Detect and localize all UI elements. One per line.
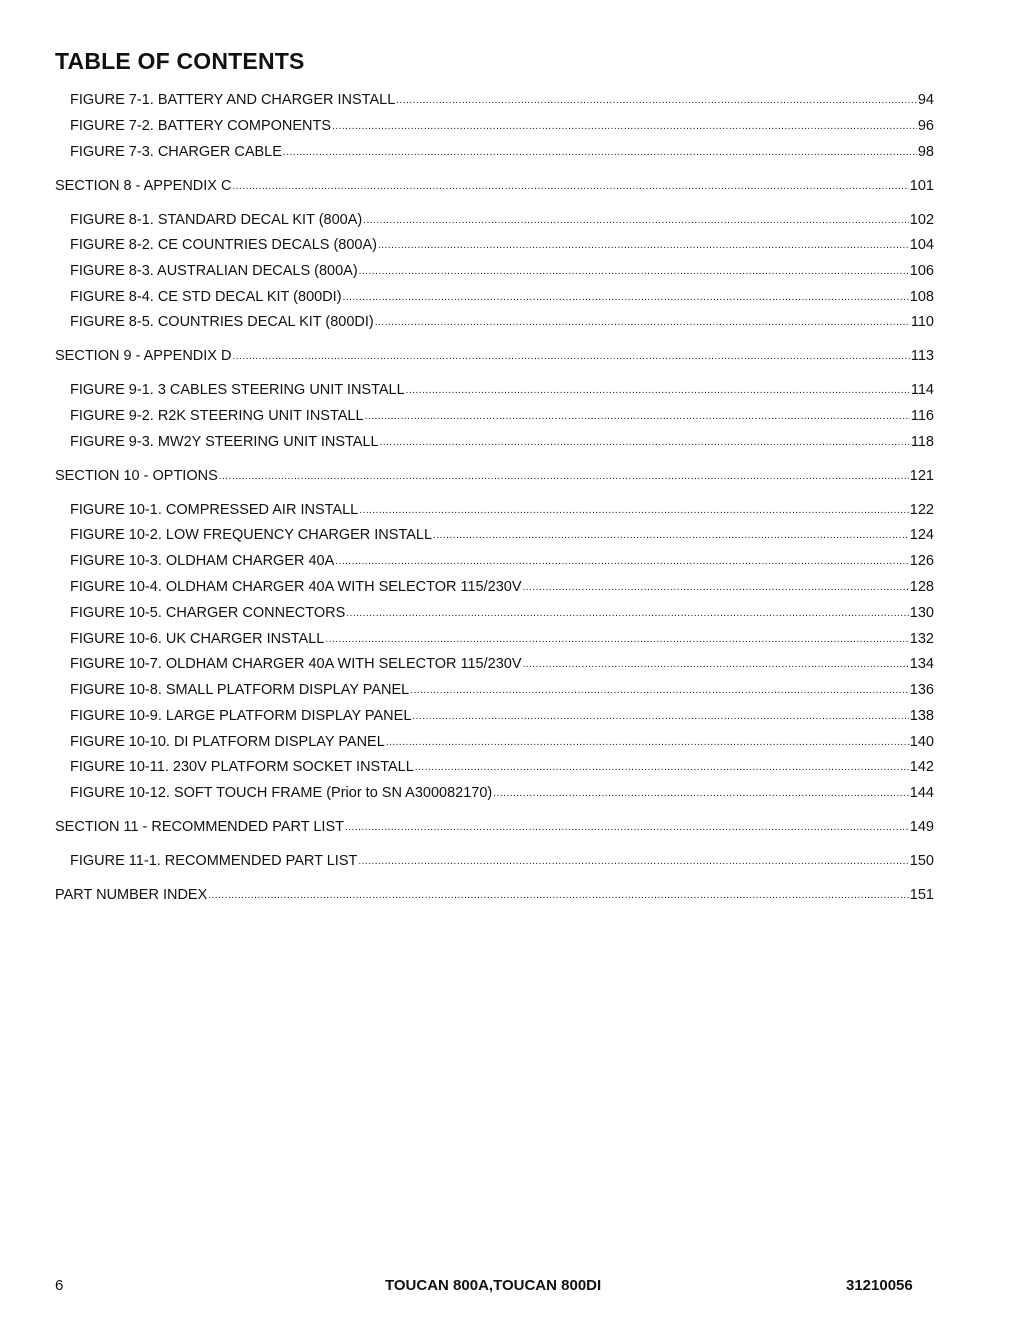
toc-entry-label: FIGURE 7-1. BATTERY AND CHARGER INSTALL	[70, 92, 396, 108]
toc-dot-leader	[410, 680, 909, 700]
toc-entry-page: 118	[910, 434, 934, 450]
toc-entry-page: 132	[909, 631, 934, 647]
toc-entry[interactable]	[70, 733, 934, 751]
toc-entry-page: 144	[909, 785, 934, 801]
toc-entry-label: FIGURE 10-3. OLDHAM CHARGER 40A	[70, 553, 335, 569]
page-title: TABLE OF CONTENTS	[55, 48, 305, 74]
toc-dot-leader	[345, 817, 909, 837]
toc-entry[interactable]	[70, 407, 934, 425]
toc-entry[interactable]	[70, 433, 934, 451]
toc-entry-page: 98	[917, 144, 934, 160]
toc-entry-page: 116	[910, 408, 934, 424]
toc-entry-label: FIGURE 8-3. AUSTRALIAN DECALS (800A)	[70, 263, 358, 279]
toc-entry-label: FIGURE 10-6. UK CHARGER INSTALL	[70, 631, 325, 647]
toc-entry[interactable]	[70, 852, 934, 870]
toc-dot-leader	[406, 380, 910, 400]
toc-entry-page: 101	[909, 178, 934, 194]
toc-dot-leader	[433, 525, 909, 545]
toc-entry-label: SECTION 9 - APPENDIX D	[55, 348, 232, 364]
toc-entry-label: FIGURE 8-5. COUNTRIES DECAL KIT (800DI)	[70, 314, 374, 330]
toc-dot-leader	[386, 732, 909, 752]
footer-page-number: 6	[55, 1277, 64, 1294]
toc-dot-leader	[359, 261, 909, 281]
toc-section-entry[interactable]	[55, 347, 934, 365]
toc-dot-leader	[380, 432, 910, 452]
toc-entry-label: FIGURE 10-7. OLDHAM CHARGER 40A WITH SELECTOR 115/230V	[70, 656, 522, 672]
toc-entry-label: FIGURE 10-1. COMPRESSED AIR INSTALL	[70, 502, 359, 518]
toc-entry-page: 142	[909, 759, 934, 775]
toc-entry[interactable]	[70, 313, 934, 331]
toc-entry[interactable]	[70, 784, 934, 802]
toc-entry-page: 151	[909, 887, 934, 903]
toc-entry-label: SECTION 8 - APPENDIX C	[55, 178, 232, 194]
toc-entry[interactable]	[70, 381, 934, 399]
toc-entry[interactable]	[70, 707, 934, 725]
toc-entry-page: 102	[909, 212, 934, 228]
toc-entry-label: FIGURE 8-1. STANDARD DECAL KIT (800A)	[70, 212, 363, 228]
toc-dot-leader	[396, 90, 917, 110]
toc-entry-page: 122	[909, 502, 934, 518]
toc-entry[interactable]	[70, 262, 934, 280]
toc-entry-page: 94	[917, 92, 934, 108]
toc-entry-label: FIGURE 10-5. CHARGER CONNECTORS	[70, 605, 346, 621]
toc-dot-leader	[335, 551, 909, 571]
toc-entry-page: 121	[909, 468, 934, 484]
toc-entry[interactable]	[70, 758, 934, 776]
toc-entry-label: FIGURE 9-3. MW2Y STEERING UNIT INSTALL	[70, 434, 379, 450]
toc-entry-page: 126	[909, 553, 934, 569]
toc-entry-label: FIGURE 10-9. LARGE PLATFORM DISPLAY PANEL	[70, 708, 412, 724]
toc-entry-label: SECTION 11 - RECOMMENDED PART LIST	[55, 819, 344, 835]
toc-entry-page: 138	[909, 708, 934, 724]
toc-entry-page: 104	[909, 237, 934, 253]
toc-dot-leader	[208, 885, 909, 905]
toc-entry-label: FIGURE 7-2. BATTERY COMPONENTS	[70, 118, 332, 134]
toc-entry[interactable]	[70, 91, 934, 109]
toc-dot-leader	[378, 235, 909, 255]
footer-document-number: 31210056	[846, 1277, 913, 1294]
toc-entry[interactable]	[70, 681, 934, 699]
toc-entry-label: FIGURE 10-2. LOW FREQUENCY CHARGER INSTALL	[70, 527, 433, 543]
toc-dot-leader	[346, 603, 909, 623]
page-footer	[0, 1277, 1024, 1297]
toc-dot-leader	[415, 757, 909, 777]
footer-document-title: TOUCAN 800A,TOUCAN 800DI	[385, 1277, 602, 1294]
toc-section-entry[interactable]	[55, 177, 934, 195]
toc-entry-page: 106	[909, 263, 934, 279]
toc-entry-label: PART NUMBER INDEX	[55, 887, 208, 903]
toc-entry[interactable]	[70, 604, 934, 622]
toc-entry-page: 150	[909, 853, 934, 869]
toc-entry-label: SECTION 10 - OPTIONS	[55, 468, 218, 484]
toc-dot-leader	[232, 176, 908, 196]
toc-dot-leader	[375, 312, 910, 332]
toc-dot-leader	[283, 142, 917, 162]
toc-entry-label: FIGURE 10-12. SOFT TOUCH FRAME (Prior to SN A300082170)	[70, 785, 493, 801]
toc-entry-page: 134	[909, 656, 934, 672]
toc-dot-leader	[359, 500, 909, 520]
toc-section-entry[interactable]	[55, 818, 934, 836]
toc-dot-leader	[219, 466, 909, 486]
toc-dot-leader	[343, 287, 909, 307]
toc-entry-page: 108	[909, 289, 934, 305]
toc-section-entry[interactable]	[55, 886, 934, 904]
toc-dot-leader	[523, 577, 909, 597]
toc-entry-label: FIGURE 9-1. 3 CABLES STEERING UNIT INSTALL	[70, 382, 405, 398]
toc-dot-leader	[412, 706, 908, 726]
toc-dot-leader	[523, 654, 909, 674]
toc-entry-page: 140	[909, 734, 934, 750]
toc-entry-label: FIGURE 7-3. CHARGER CABLE	[70, 144, 282, 160]
toc-entry-label: FIGURE 8-4. CE STD DECAL KIT (800DI)	[70, 289, 342, 305]
toc-entry-page: 96	[917, 118, 934, 134]
toc-entry[interactable]	[70, 655, 934, 673]
toc-entry[interactable]	[70, 236, 934, 254]
toc-entry[interactable]	[70, 501, 934, 519]
toc-entry-page: 113	[910, 348, 934, 364]
toc-entry-page: 136	[909, 682, 934, 698]
toc-dot-leader	[358, 851, 908, 871]
toc-entry[interactable]	[70, 552, 934, 570]
toc-entry[interactable]	[70, 211, 934, 229]
toc-entry[interactable]	[70, 288, 934, 306]
toc-entry-page: 128	[909, 579, 934, 595]
toc-entry-label: FIGURE 10-11. 230V PLATFORM SOCKET INSTALL	[70, 759, 414, 775]
toc-entry[interactable]	[70, 143, 934, 161]
toc-entry-label: FIGURE 10-8. SMALL PLATFORM DISPLAY PANEL	[70, 682, 410, 698]
toc-entry-page: 130	[909, 605, 934, 621]
toc-entry[interactable]	[70, 630, 934, 648]
toc-entry-label: FIGURE 10-10. DI PLATFORM DISPLAY PANEL	[70, 734, 385, 750]
toc-entry-label: FIGURE 9-2. R2K STEERING UNIT INSTALL	[70, 408, 364, 424]
toc-dot-leader	[363, 210, 909, 230]
toc-entry[interactable]	[70, 526, 934, 544]
toc-dot-leader	[332, 116, 917, 136]
toc-entry-page: 114	[910, 382, 934, 398]
toc-dot-leader	[365, 406, 910, 426]
toc-entry-label: FIGURE 8-2. CE COUNTRIES DECALS (800A)	[70, 237, 377, 253]
toc-entry[interactable]	[70, 578, 934, 596]
toc-entry-label: FIGURE 11-1. RECOMMENDED PART LIST	[70, 853, 358, 869]
toc-entry-page: 124	[909, 527, 934, 543]
toc-dot-leader	[232, 346, 909, 366]
toc-section-entry[interactable]	[55, 467, 934, 485]
toc-entry-page: 110	[910, 314, 934, 330]
toc-dot-leader	[325, 629, 908, 649]
toc-dot-leader	[493, 783, 909, 803]
toc-entry-label: FIGURE 10-4. OLDHAM CHARGER 40A WITH SELECTOR 115/230V	[70, 579, 522, 595]
toc-entry[interactable]	[70, 117, 934, 135]
toc-entry-page: 149	[909, 819, 934, 835]
